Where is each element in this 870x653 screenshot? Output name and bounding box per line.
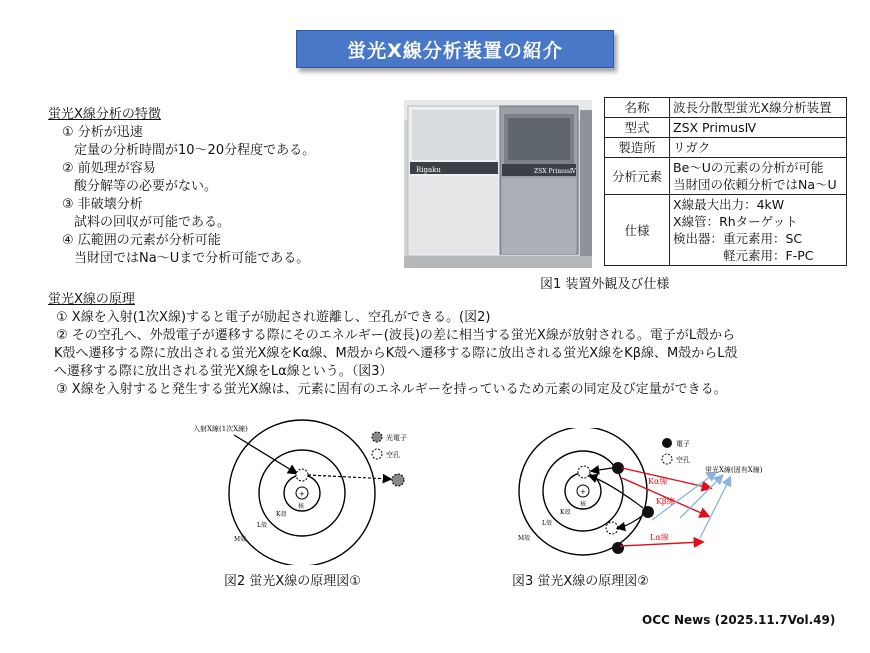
incident-xray-label: 入射X線(1次X線) [193, 425, 248, 433]
fig2-caption: 図2 蛍光X線の原理図① [224, 574, 361, 589]
photo-brand-text: Rigaku [416, 166, 441, 174]
spec-value: Be～Uの元素の分析が可能 当財団の依頼分析ではNa～U [670, 158, 847, 195]
photoelectron-icon [392, 474, 404, 486]
photo-model-text: ZSX PrimusⅣ [534, 168, 576, 175]
k-alpha-label: Kα線 [648, 477, 668, 486]
m-shell-label: M殻 [234, 536, 247, 543]
feature-detail: 当財団ではNa～Uまで分析可能である。 [74, 251, 310, 266]
electron-icon [612, 542, 624, 554]
legend-photoelectron-icon [372, 432, 382, 442]
features-heading: 蛍光X線分析の特徴 [48, 107, 161, 122]
principle-point-2c: へ遷移する際に放出される蛍光X線をLα線という。（図3） [54, 364, 393, 379]
legend-hole-icon [372, 449, 382, 459]
fluorescent-xray-label: 蛍光X線(固有X線) [705, 466, 763, 474]
table-row [605, 118, 847, 138]
svg-text:+: + [580, 488, 586, 496]
k-shell-label: K殻 [276, 511, 287, 518]
feature-title: ② 前処理が容易 [62, 161, 156, 176]
spec-value: X線最大出力：4kW X線管：Rhターゲット 検出器：重元素用：SC 軽元素用：F-PC [670, 195, 847, 266]
spec-key: 分析元素 [605, 158, 670, 195]
k-beta-label: Kβ線 [656, 497, 675, 506]
fig3-caption: 図3 蛍光X線の原理図② [512, 574, 649, 589]
nucleus-label: 核 [580, 501, 587, 508]
table-row [605, 195, 847, 266]
l-shell-label: L殻 [257, 522, 267, 529]
feature-title: ④ 広範囲の元素が分析可能 [62, 233, 221, 248]
page-title: 蛍光X線分析装置の紹介 [296, 30, 614, 68]
spec-key: 型式 [605, 118, 670, 138]
feature-item [48, 124, 315, 160]
svg-text:+: + [299, 490, 305, 498]
nucleus-label: 核 [298, 503, 305, 510]
legend-hole-label: 空孔 [676, 456, 690, 464]
legend-photoelectron-label: 光電子 [386, 434, 407, 442]
table-row [605, 98, 847, 118]
fig1-caption: 図1 装置外観及び仕様 [540, 277, 670, 292]
incident-xray-arrow [234, 435, 296, 473]
feature-detail: 酸分解等の必要がない。 [74, 179, 218, 194]
legend-electron-icon [662, 438, 672, 448]
k-shell-label: K殻 [560, 509, 571, 516]
feature-detail: 試料の回収が可能である。 [74, 215, 231, 230]
l-alpha-label: Lα線 [650, 533, 669, 542]
instrument-photo [404, 100, 592, 268]
m-shell-label: M殻 [518, 535, 531, 542]
figure-3-diagram [500, 428, 800, 568]
principle-heading: 蛍光X線の原理 [48, 292, 135, 307]
legend-hole-label: 空孔 [386, 451, 400, 459]
l-shell-label: L殻 [542, 520, 552, 527]
legend-electron-label: 電子 [676, 440, 690, 448]
feature-title: ③ 非破壊分析 [62, 197, 143, 212]
footer-citation: OCC News (2025.11.7Vol.49) [642, 613, 836, 627]
feature-item [48, 232, 315, 268]
spec-key: 名称 [605, 98, 670, 118]
spec-value: 波長分散型蛍光X線分析装置 [670, 98, 847, 118]
table-row [605, 158, 847, 195]
table-row [605, 138, 847, 158]
feature-title: ① 分析が迅速 [62, 125, 143, 140]
l-to-k-transition-arrow [592, 468, 612, 471]
principle-point-2a: ② その空孔へ、外殻電子が遷移する際にそのエネルギー(波長)の差に相当する蛍光X線が放射される。電子がL殻から [56, 328, 736, 343]
principle-point-2b: K殻へ遷移する際に放出される蛍光X線をKα線、M殻からK殻へ遷移する際に放出される蛍光X線をKβ線、M殻からL殻 [54, 346, 738, 361]
k-hole-icon [578, 466, 590, 478]
feature-item [48, 160, 315, 196]
spec-value: ZSX PrimusⅣ [670, 118, 847, 138]
l-hole-icon [606, 522, 618, 534]
l-alpha-ray [620, 542, 702, 546]
figure-2-diagram [190, 415, 430, 565]
principle-point-3: ③ X線を入射すると発生する蛍光X線は、元素に固有のエネルギーを持っているため元素の同定及び定量ができる。 [56, 382, 727, 397]
feature-detail: 定量の分析時間が10～20分程度である。 [74, 143, 316, 158]
spec-key: 仕様 [605, 195, 670, 266]
electron-icon [642, 506, 654, 518]
spec-key: 製造所 [605, 138, 670, 158]
features-section [48, 106, 315, 268]
ejected-electron-arrow [308, 475, 390, 479]
principle-section [48, 291, 848, 399]
spec-value: リガク [670, 138, 847, 158]
legend-hole-icon [662, 454, 672, 464]
hole-icon [296, 469, 308, 481]
spec-table [604, 97, 847, 266]
principle-point-1: ① X線を入射(1次X線)すると電子が励起され遊離し、空孔ができる。(図2) [56, 310, 491, 325]
feature-item [48, 196, 315, 232]
